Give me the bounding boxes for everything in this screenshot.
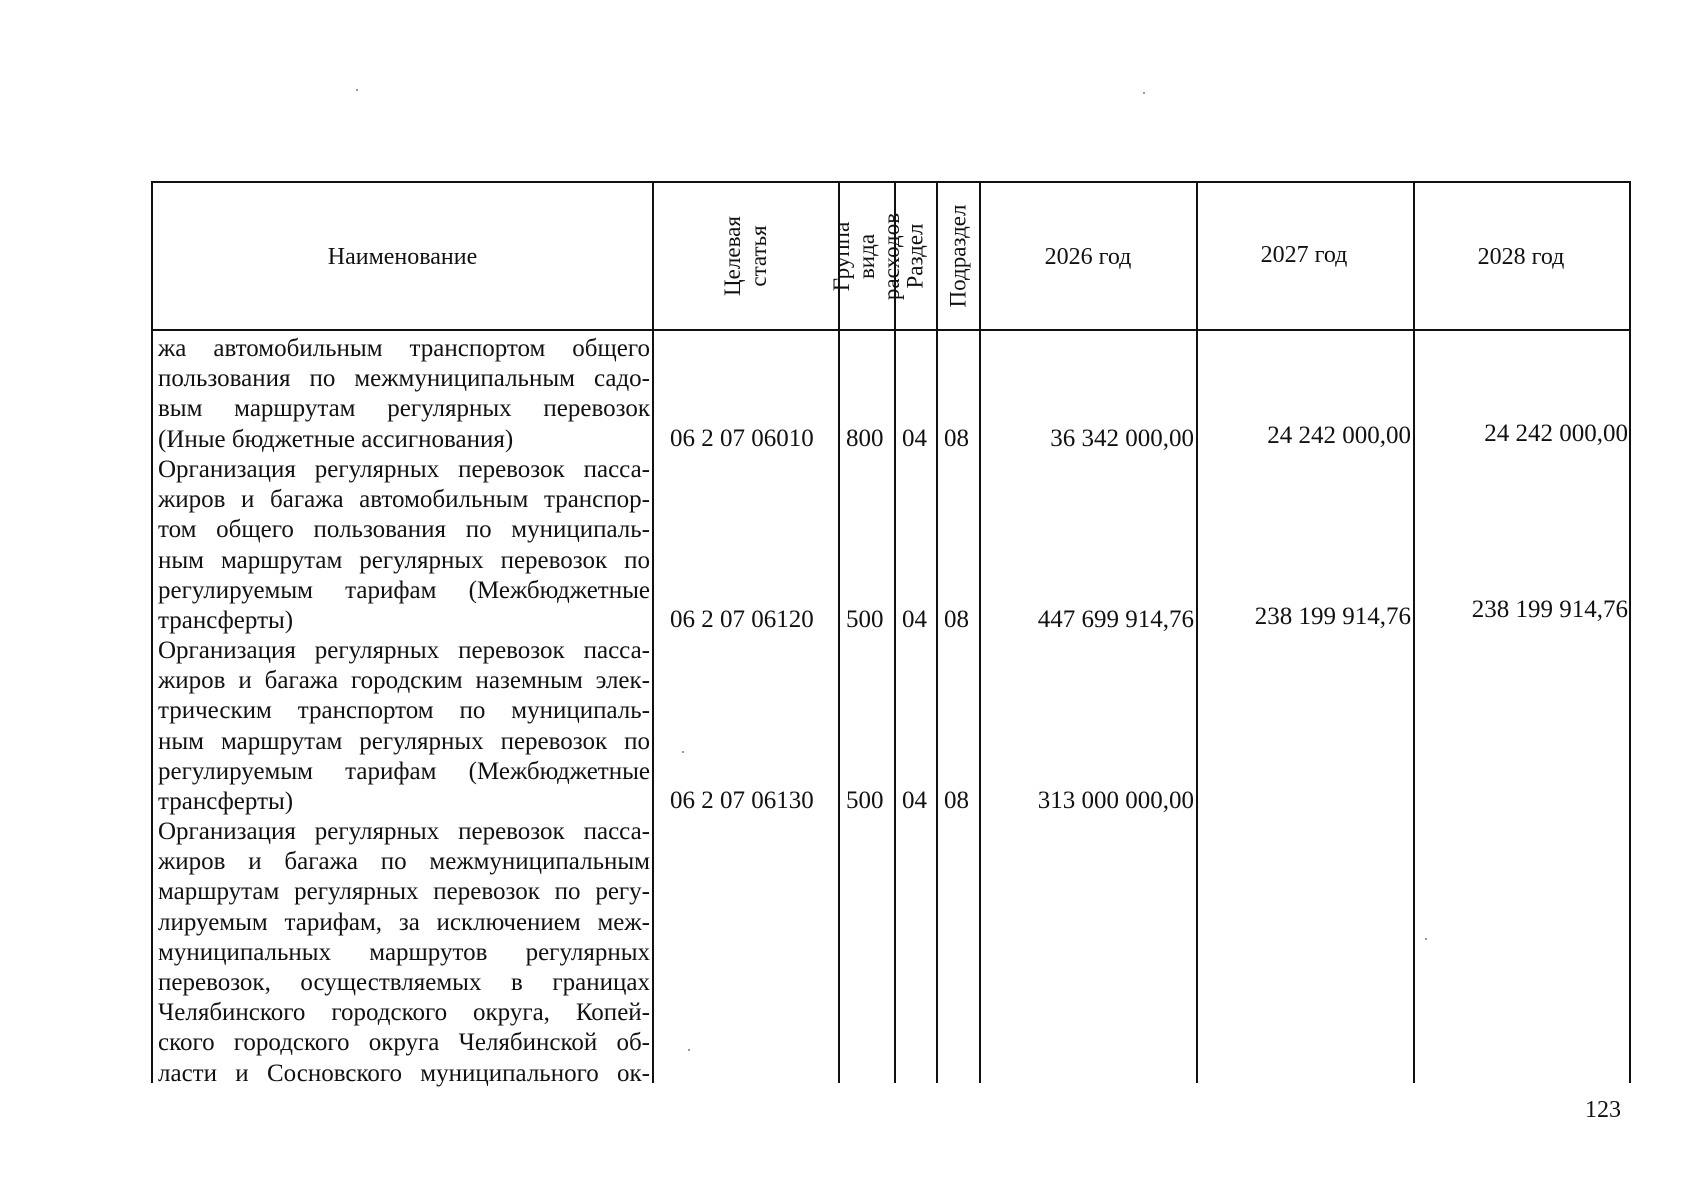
- table-row-name: [158, 334, 650, 455]
- page-number: 123: [1585, 1097, 1621, 1123]
- name-line: том общего пользования по муниципаль-: [158, 516, 650, 544]
- name-line: пользования по межмуниципальным садо-: [158, 365, 650, 393]
- row-code: 06 2 07 06120: [670, 606, 814, 633]
- name-line: перевозок, осуществляемых в границах: [158, 969, 650, 997]
- row-section: 04: [902, 425, 927, 452]
- name-line: ным маршрутам регулярных перевозок по: [158, 546, 650, 574]
- name-line: ского городского округа Челябинской об-: [158, 1029, 650, 1057]
- name-line: трическим транспортом по муниципаль-: [158, 697, 650, 725]
- table-row-name: [158, 455, 650, 636]
- scan-speck: [1425, 938, 1427, 940]
- name-line: жиров и багажа по межмуниципальным: [158, 848, 650, 876]
- name-line: вым маршрутам регулярных перевозок: [158, 395, 650, 423]
- col-divider-subsection: [979, 181, 981, 1083]
- row-group: 500: [846, 787, 884, 814]
- table-row-name: [158, 636, 650, 817]
- scan-speck: [1143, 92, 1145, 94]
- row-group: 500: [846, 606, 884, 633]
- name-line: жиров и багажа автомобильным транспор-: [158, 486, 650, 514]
- header-bottom-border: [151, 329, 1631, 331]
- table-left-border: [151, 181, 153, 1083]
- name-line: регулируемым тарифам (Межбюджетные: [158, 576, 650, 604]
- header-2027: 2027 год: [1260, 242, 1348, 268]
- row-value-2026: 36 342 000,00: [1050, 425, 1194, 452]
- name-line: ным маршрутам регулярных перевозок по: [158, 727, 650, 755]
- name-line: маршрутам регулярных перевозок по регу-: [158, 878, 650, 906]
- name-line: жа автомобильным транспортом общего: [158, 335, 650, 362]
- name-line: Организация регулярных перевозок пасса-: [158, 456, 650, 483]
- col-divider-2027: [1413, 181, 1415, 1083]
- row-value-2028: 24 242 000,00: [1484, 420, 1628, 447]
- table-right-border: [1629, 181, 1631, 1083]
- scan-speck: [688, 1049, 690, 1051]
- name-line: лируемым тарифам, за исключением меж-: [158, 908, 650, 936]
- name-line: муниципальных маршрутов регулярных: [158, 938, 650, 966]
- header-expense-group: Группа вида расходов: [829, 212, 905, 300]
- row-group: 800: [846, 425, 884, 452]
- header-2026: 2026 год: [1044, 244, 1132, 270]
- header-name: Наименование: [327, 244, 478, 270]
- name-line: жиров и багажа городским наземным элек-: [158, 667, 650, 695]
- row-code: 06 2 07 06010: [670, 425, 814, 452]
- row-value-2026: 313 000 000,00: [1037, 787, 1194, 814]
- row-subsection: 08: [944, 787, 969, 814]
- name-line: регулируемым тарифам (Межбюджетные: [158, 757, 650, 785]
- header-2028: 2028 год: [1477, 244, 1565, 270]
- row-value-2027: 24 242 000,00: [1267, 422, 1411, 449]
- header-expense-group-cell: [829, 183, 905, 329]
- name-line: трансферты): [158, 788, 294, 816]
- col-divider-2026: [1196, 181, 1198, 1083]
- scan-speck: [682, 751, 684, 753]
- name-line: ласти и Сосновского муниципального ок-: [158, 1059, 650, 1087]
- row-value-2028: 238 199 914,76: [1471, 596, 1628, 623]
- row-section: 04: [902, 606, 927, 633]
- header-section: Раздел: [903, 223, 928, 289]
- header-section-cell: [896, 183, 936, 329]
- row-code: 06 2 07 06130: [670, 787, 814, 814]
- header-subsection-cell: [938, 183, 979, 329]
- name-line: (Иные бюджетные ассигнования): [158, 425, 514, 453]
- row-section: 04: [902, 787, 927, 814]
- name-line: Организация регулярных перевозок пасса-: [158, 637, 650, 664]
- name-line: трансферты): [158, 607, 294, 635]
- header-target-article-cell: [654, 183, 838, 329]
- row-value-2026: 447 699 914,76: [1037, 606, 1194, 633]
- row-value-2027: 238 199 914,76: [1254, 603, 1411, 630]
- name-line: Организация регулярных перевозок пасса-: [158, 818, 650, 845]
- row-subsection: 08: [944, 606, 969, 633]
- table-row-name: [158, 817, 650, 1089]
- scan-speck: [356, 89, 358, 91]
- header-target-article: Целевая статья: [720, 216, 771, 296]
- header-subsection: Подраздел: [945, 204, 971, 308]
- name-line: Челябинского городского округа, Копей-: [158, 999, 650, 1027]
- row-subsection: 08: [944, 425, 969, 452]
